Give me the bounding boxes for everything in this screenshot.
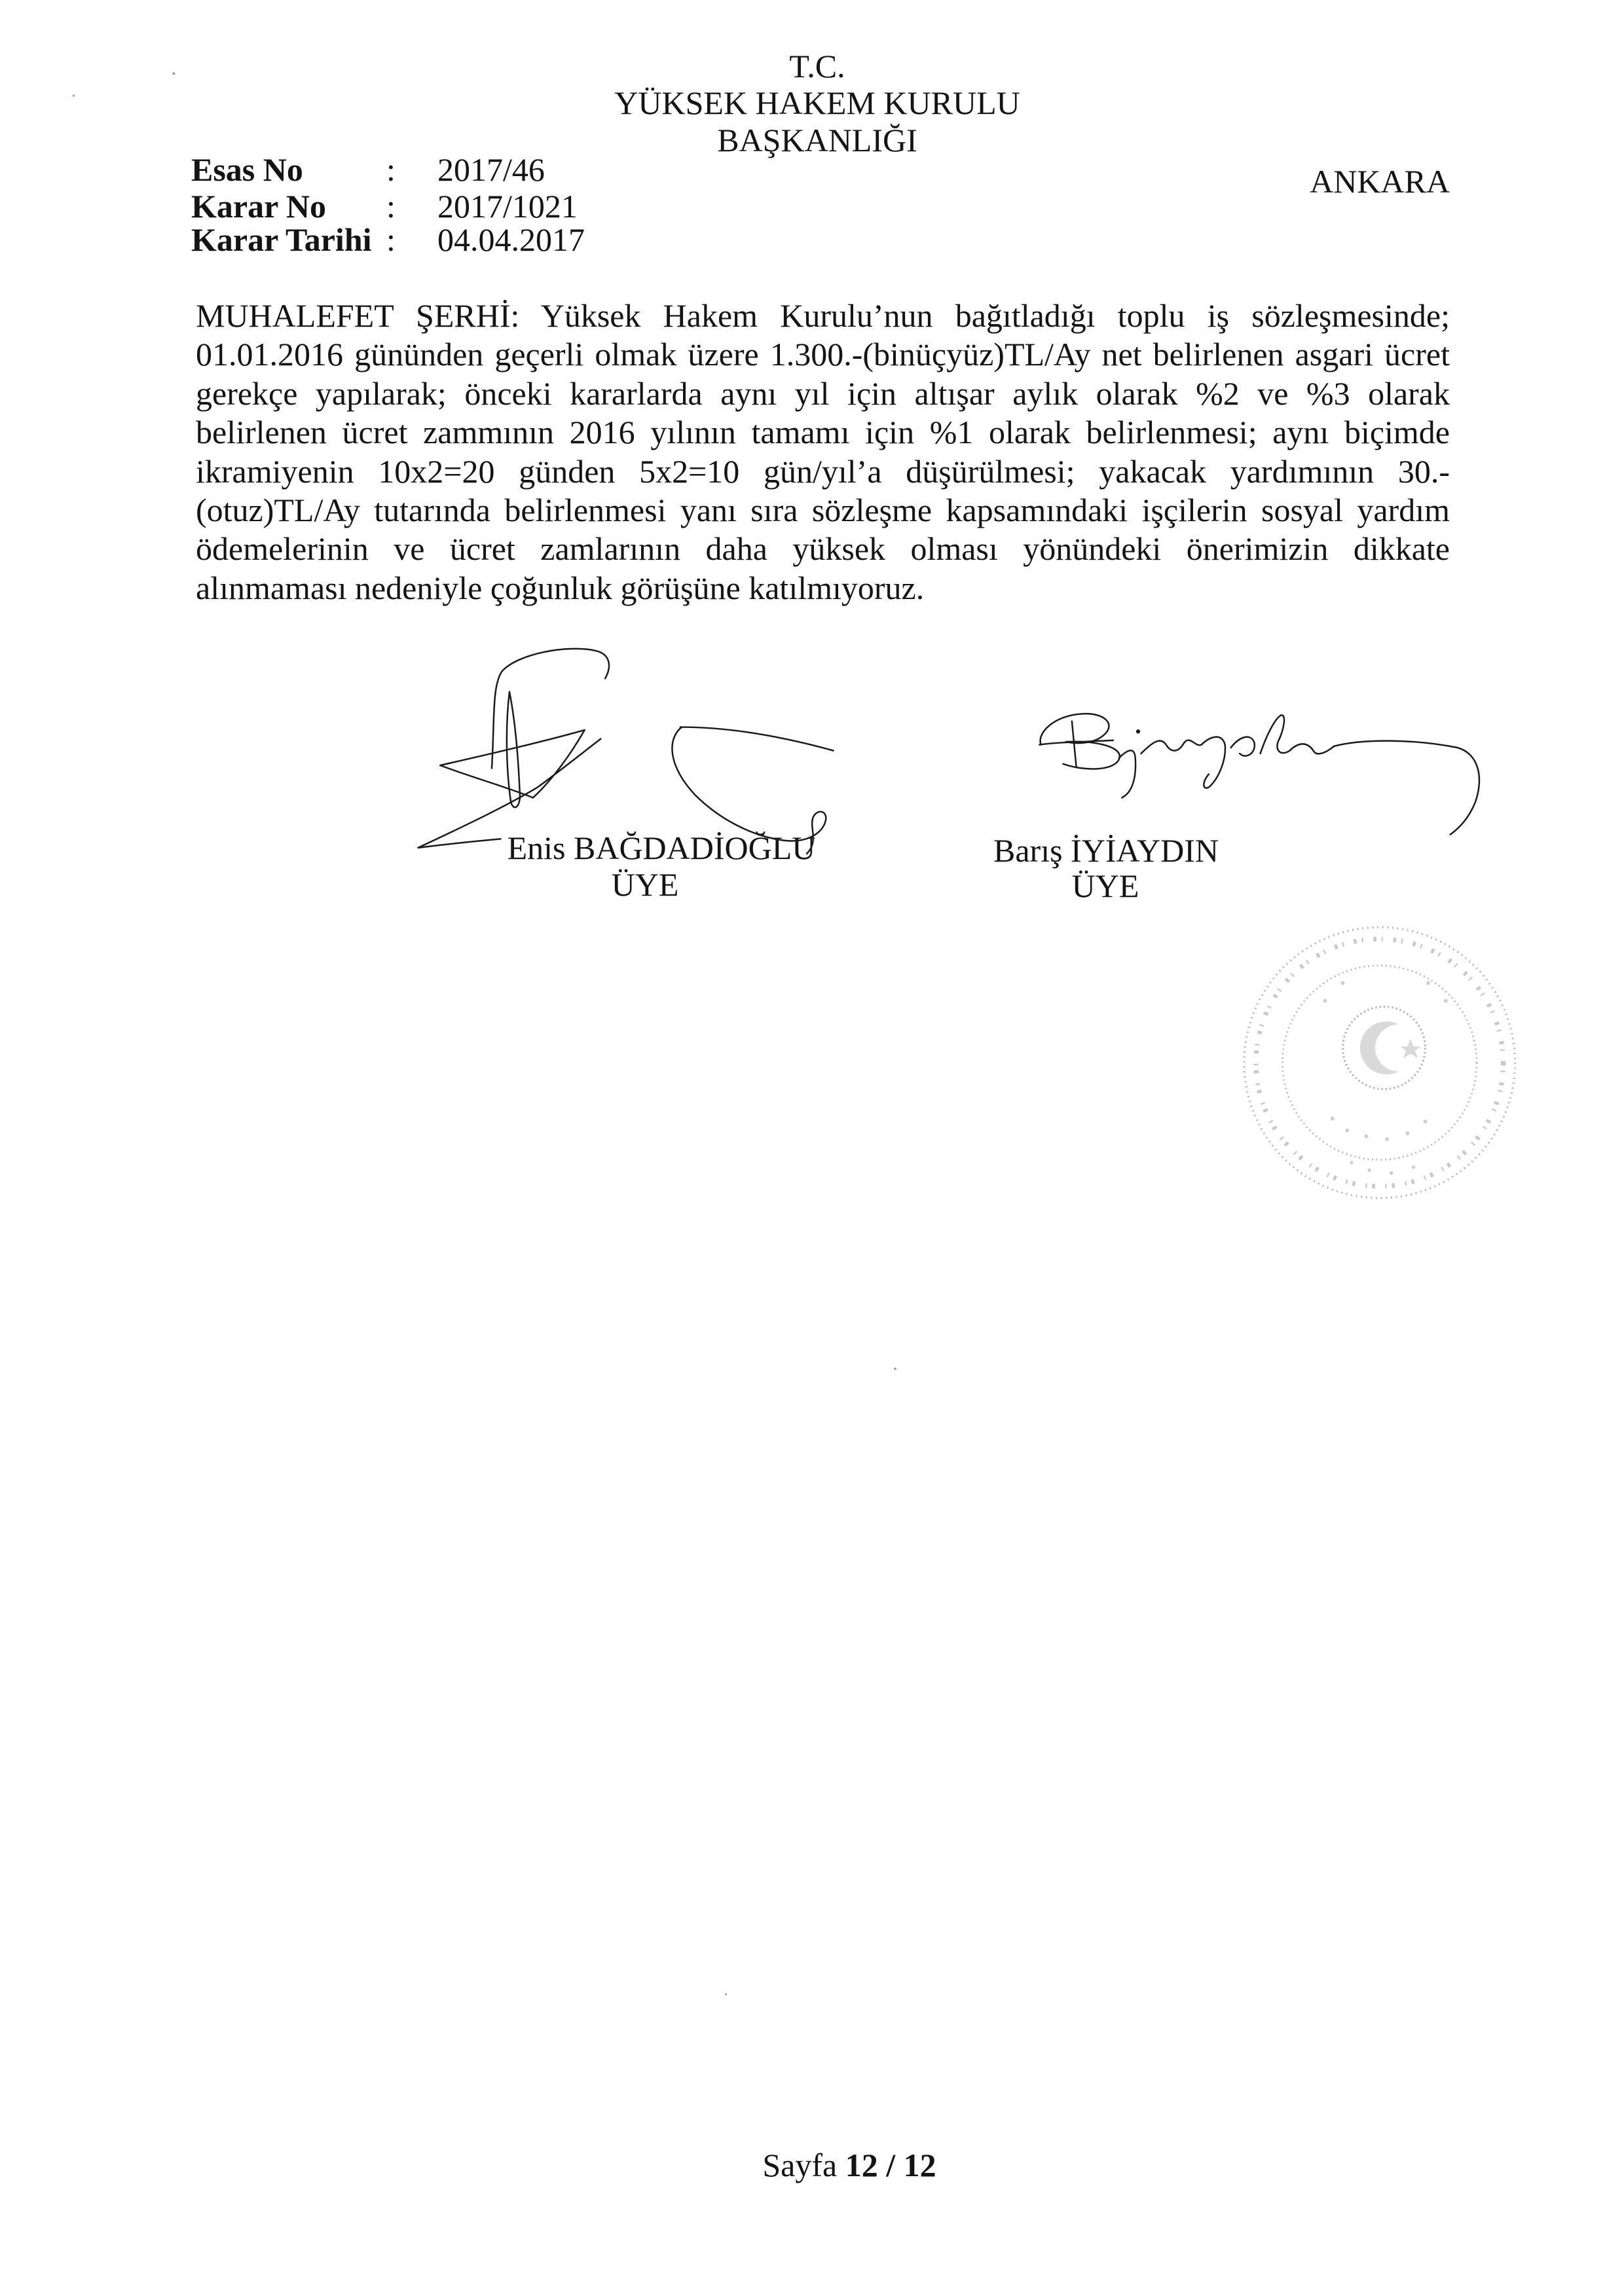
signatory-role-left: ÜYE — [611, 866, 679, 903]
decision-number-separator: : — [386, 188, 396, 225]
signature-right — [1039, 714, 1479, 834]
header-line-institution: YÜKSEK HAKEM KURULU — [614, 84, 1020, 121]
signatory-name-right: Barış İYİAYDIN — [993, 832, 1219, 869]
case-number-label: Esas No — [191, 151, 303, 188]
header-line-presidency: BAŞKANLIĞI — [717, 122, 917, 158]
signature-left — [418, 649, 834, 854]
dissent-line: (otuz)TL/Ay tutarında belirlenmesi yanı sıra sözleşme kapsamındaki işçilerin sosyal yardım — [196, 491, 1450, 528]
dissent-paragraph — [196, 297, 1450, 608]
dissent-line: belirlenen ücret zammının 2016 yılının tamamı için %1 olarak belirlenmesi; aynı biçimde — [196, 414, 1450, 451]
decision-number-label: Karar No — [191, 188, 326, 225]
dissent-line: MUHALEFET ŞERHİ: Yüksek Hakem Kurulu’nun bağıtladığı toplu iş sözleşmesinde; — [196, 297, 1450, 334]
case-number-separator: : — [386, 151, 396, 188]
decision-date-value: 04.04.2017 — [437, 221, 585, 258]
page-footer — [653, 2145, 1046, 2185]
dissent-line: ödemelerinin ve ücret zamlarının daha yüksek olması yönündeki önerimizin dikkate — [196, 530, 1450, 568]
dissent-line: ikramiyenin 10x2=20 günden 5x2=10 gün/yıl’a düşürülmesi; yakacak yardımının 30.- — [196, 452, 1450, 490]
header-line-tc: T.C. — [789, 48, 845, 84]
signatory-role-right: ÜYE — [1071, 867, 1139, 904]
dissent-line: gerekçe yapılarak; önceki kararlarda aynı yıl için altışar aylık olarak %2 ve %3 olarak — [196, 374, 1450, 412]
page-label: Sayfa — [762, 2147, 838, 2183]
dissent-line: 01.01.2016 gününden geçerli olmak üzere 1.300.-(binüçyüz)TL/Ay net belirlenen asgari ücret — [196, 336, 1450, 373]
official-seal — [1244, 927, 1515, 1198]
decision-date-label: Karar Tarihi — [191, 221, 372, 258]
signatory-name-left: Enis BAĞDADİOĞLU — [507, 829, 816, 866]
city-label: ANKARA — [1310, 163, 1450, 200]
page-number: 12 / 12 — [845, 2147, 936, 2183]
decision-number-value: 2017/1021 — [437, 188, 578, 225]
case-number-value: 2017/46 — [437, 151, 545, 188]
decision-date-separator: : — [386, 221, 396, 258]
dissent-line: alınmaması nedeniyle çoğunluk görüşüne katılmıyoruz. — [196, 569, 925, 606]
